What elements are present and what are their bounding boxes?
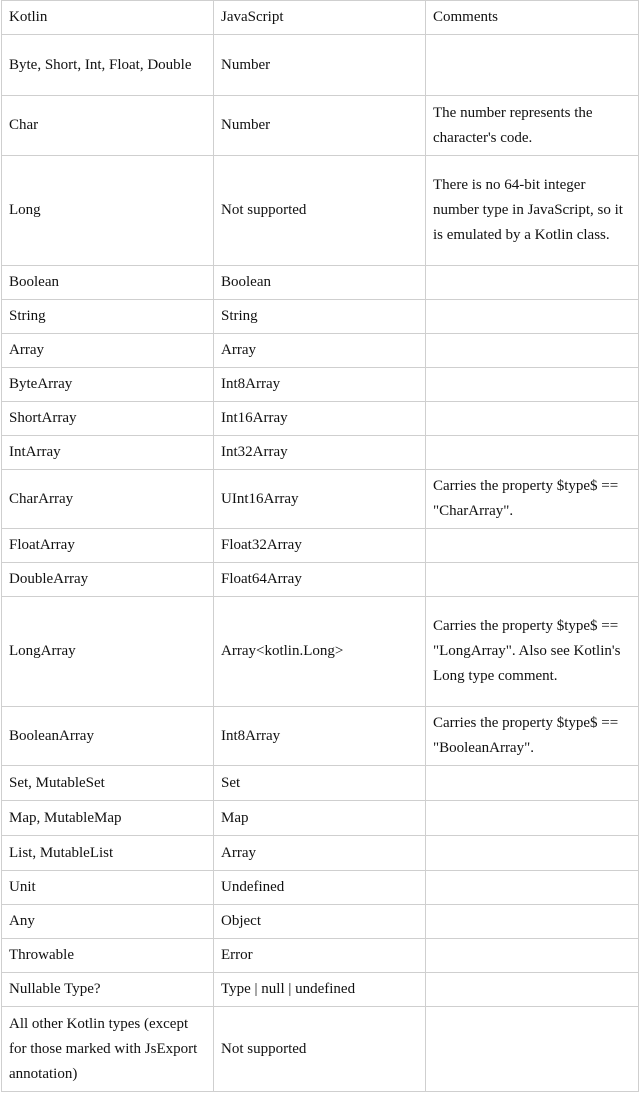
table-row: [2, 973, 639, 1007]
table-row: [2, 35, 639, 96]
table-row: [2, 266, 639, 300]
kotlin-type-cell: Nullable Type?: [2, 973, 214, 1007]
table-row: [2, 836, 639, 871]
comment-cell: [426, 563, 639, 597]
comment-cell: [426, 973, 639, 1007]
javascript-type-cell: Int32Array: [214, 436, 426, 470]
kotlin-type-cell: FloatArray: [2, 529, 214, 563]
comment-cell: [426, 300, 639, 334]
comment-cell: [426, 871, 639, 905]
table-row: [2, 334, 639, 368]
kotlin-type-cell: String: [2, 300, 214, 334]
javascript-type-cell: Not supported: [214, 156, 426, 266]
kotlin-type-cell: IntArray: [2, 436, 214, 470]
comment-cell: There is no 64-bit integer number type in JavaScript, so it is emulated by a Kotlin class.: [426, 156, 639, 266]
kotlin-type-cell: List, MutableList: [2, 836, 214, 871]
header-kotlin: Kotlin: [2, 1, 214, 35]
javascript-type-cell: Undefined: [214, 871, 426, 905]
table-row: [2, 402, 639, 436]
comment-cell: [426, 766, 639, 801]
comment-cell: [426, 334, 639, 368]
comment-cell: Carries the property $type$ == "BooleanArray".: [426, 707, 639, 766]
javascript-type-cell: Set: [214, 766, 426, 801]
comment-cell: [426, 266, 639, 300]
table-row: [2, 96, 639, 156]
javascript-type-cell: Float32Array: [214, 529, 426, 563]
javascript-type-cell: Error: [214, 939, 426, 973]
javascript-type-cell: Float64Array: [214, 563, 426, 597]
kotlin-type-cell: Throwable: [2, 939, 214, 973]
kotlin-type-cell: Boolean: [2, 266, 214, 300]
comment-cell: [426, 939, 639, 973]
kotlin-type-cell: Long: [2, 156, 214, 266]
comment-cell: [426, 1007, 639, 1092]
javascript-type-cell: Int8Array: [214, 368, 426, 402]
table-row: [2, 156, 639, 266]
kotlin-type-cell: ByteArray: [2, 368, 214, 402]
kotlin-type-cell: DoubleArray: [2, 563, 214, 597]
javascript-type-cell: Number: [214, 35, 426, 96]
header-comments: Comments: [426, 1, 639, 35]
table-row: [2, 368, 639, 402]
kotlin-type-cell: BooleanArray: [2, 707, 214, 766]
kotlin-type-cell: Array: [2, 334, 214, 368]
javascript-type-cell: String: [214, 300, 426, 334]
comment-cell: [426, 35, 639, 96]
kotlin-type-cell: All other Kotlin types (except for those marked with JsExport annotation): [2, 1007, 214, 1092]
table-row: [2, 470, 639, 529]
kotlin-type-cell: Byte, Short, Int, Float, Double: [2, 35, 214, 96]
table-row: [2, 939, 639, 973]
javascript-type-cell: Array: [214, 836, 426, 871]
kotlin-type-cell: Map, MutableMap: [2, 801, 214, 836]
javascript-type-cell: Array<kotlin.Long>: [214, 597, 426, 707]
table-row: [2, 871, 639, 905]
table-row: [2, 597, 639, 707]
kotlin-type-cell: CharArray: [2, 470, 214, 529]
comment-cell: Carries the property $type$ == "LongArray". Also see Kotlin's Long type comment.: [426, 597, 639, 707]
comment-cell: [426, 801, 639, 836]
table-row: [2, 1007, 639, 1092]
javascript-type-cell: Map: [214, 801, 426, 836]
comment-cell: [426, 836, 639, 871]
kotlin-type-cell: LongArray: [2, 597, 214, 707]
table-row: [2, 300, 639, 334]
kotlin-type-cell: Any: [2, 905, 214, 939]
comment-cell: [426, 368, 639, 402]
javascript-type-cell: Array: [214, 334, 426, 368]
comment-cell: [426, 402, 639, 436]
javascript-type-cell: Not supported: [214, 1007, 426, 1092]
comment-cell: The number represents the character's code.: [426, 96, 639, 156]
comment-cell: [426, 529, 639, 563]
kotlin-type-cell: Unit: [2, 871, 214, 905]
kotlin-type-cell: Char: [2, 96, 214, 156]
table-row: [2, 707, 639, 766]
table-row: [2, 766, 639, 801]
comment-cell: [426, 905, 639, 939]
javascript-type-cell: Type | null | undefined: [214, 973, 426, 1007]
table-row: [2, 563, 639, 597]
kotlin-type-cell: ShortArray: [2, 402, 214, 436]
table-row: [2, 529, 639, 563]
javascript-type-cell: Number: [214, 96, 426, 156]
javascript-type-cell: Boolean: [214, 266, 426, 300]
kotlin-type-cell: Set, MutableSet: [2, 766, 214, 801]
comment-cell: [426, 436, 639, 470]
javascript-type-cell: UInt16Array: [214, 470, 426, 529]
javascript-type-cell: Int8Array: [214, 707, 426, 766]
header-row: [2, 1, 639, 35]
javascript-type-cell: Object: [214, 905, 426, 939]
table-row: [2, 905, 639, 939]
comment-cell: Carries the property $type$ == "CharArray".: [426, 470, 639, 529]
header-javascript: JavaScript: [214, 1, 426, 35]
javascript-type-cell: Int16Array: [214, 402, 426, 436]
type-mapping-table: [1, 0, 639, 1092]
table-row: [2, 801, 639, 836]
table-row: [2, 436, 639, 470]
